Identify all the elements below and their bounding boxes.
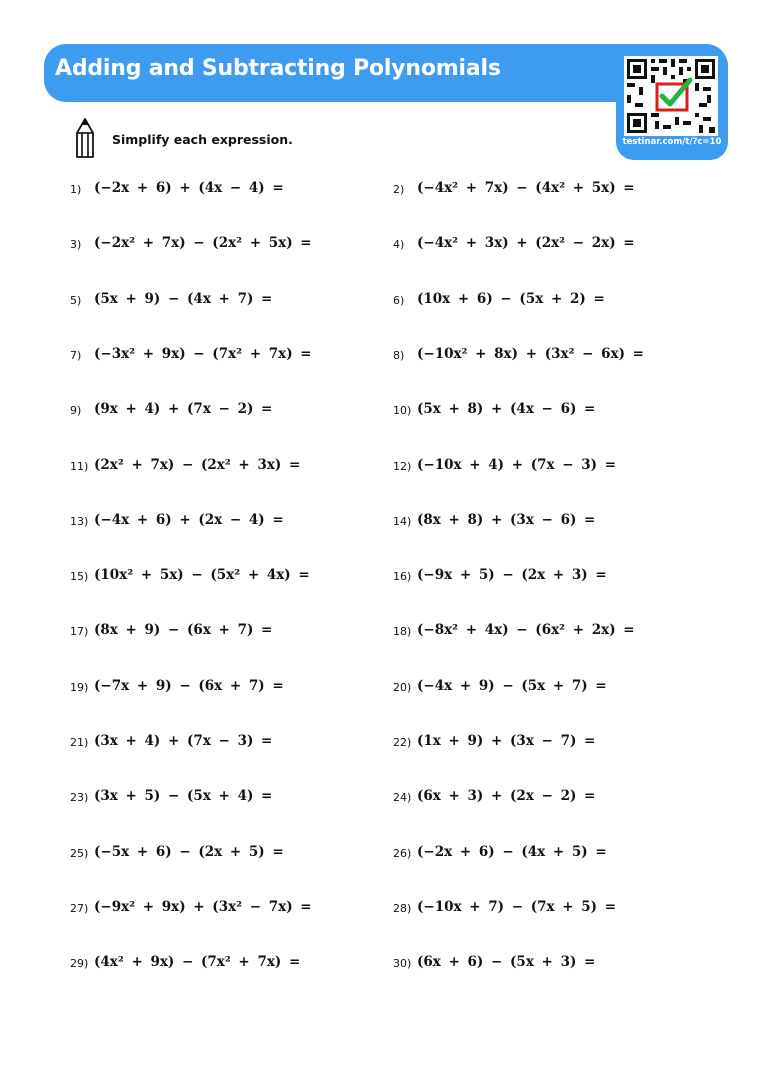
problem-number: 11): [70, 459, 89, 473]
problem-expression: (8x + 9) − (6x + 7) =: [94, 622, 273, 639]
problem-expression: (3x + 4) + (7x − 3) =: [94, 733, 273, 749]
problem-number: 15): [70, 570, 89, 584]
problem-expression: (−2x + 6) − (4x + 5) =: [417, 843, 607, 860]
problem-number: 4): [393, 238, 405, 252]
problem-expression: (9x + 4) + (7x − 2) =: [94, 401, 273, 418]
problem-number: 28): [393, 901, 412, 915]
problem-expression: (−2x² + 7x) − (2x² + 5x) =: [94, 235, 312, 252]
problem-number: 6): [393, 293, 405, 307]
problem-expression: (5x + 9) − (4x + 7) =: [94, 290, 273, 307]
problem-number: 19): [70, 680, 89, 694]
problem-expression: (3x + 5) − (5x + 4) =: [94, 788, 273, 805]
problem-number: 10): [393, 404, 412, 418]
page-title: Adding and Subtracting Polynomials: [55, 56, 501, 81]
problem-expression: (8x + 8) + (3x − 6) =: [417, 511, 596, 528]
problem-expression: (−4x + 9) − (5x + 7) =: [417, 677, 607, 694]
problem-expression: (10x² + 5x) − (5x² + 4x) =: [94, 567, 310, 584]
problem-number: 23): [70, 791, 89, 805]
problem-number: 13): [70, 514, 89, 528]
problem-number: 18): [393, 625, 412, 639]
problem-expression: (5x + 8) + (4x − 6) =: [417, 401, 596, 418]
qr-code-icon: [624, 56, 718, 136]
problem-number: 25): [70, 846, 89, 860]
problem-expression: (2x² + 7x) − (2x² + 3x) =: [94, 456, 301, 473]
problem-expression: (−2x + 6) + (4x − 4) =: [94, 180, 284, 196]
problem-number: 24): [393, 791, 412, 805]
problem-number: 22): [393, 736, 412, 749]
qr-code[interactable]: [624, 56, 718, 136]
problem-expression: (−4x² + 3x) + (2x² − 2x) =: [417, 235, 635, 252]
problem-number: 17): [70, 625, 89, 639]
problem-number: 2): [393, 183, 405, 196]
problem-number: 5): [70, 293, 82, 307]
problem-expression: (−3x² + 9x) − (7x² + 7x) =: [94, 345, 312, 362]
qr-code-url[interactable]: testinar.com/t/?c=10: [622, 137, 722, 147]
problem-number: 14): [393, 514, 412, 528]
problem-number: 9): [70, 404, 82, 418]
problem-expression: (−9x + 5) − (2x + 3) =: [417, 567, 607, 584]
problem-number: 21): [70, 736, 89, 749]
problem-number: 7): [70, 348, 82, 362]
problem-expression: (10x + 6) − (5x + 2) =: [417, 290, 605, 307]
problem-number: 16): [393, 570, 412, 584]
problem-expression: (−10x + 4) + (7x − 3) =: [417, 456, 617, 473]
problem-expression: (6x + 3) + (2x − 2) =: [417, 788, 596, 805]
problem-expression: (4x² + 9x) − (7x² + 7x) =: [94, 954, 301, 971]
problem-expression: (−9x² + 9x) + (3x² − 7x) =: [94, 898, 312, 915]
problem-number: 20): [393, 680, 412, 694]
problem-expression: (−4x + 6) + (2x − 4) =: [94, 511, 284, 528]
problem-expression: (−10x + 7) − (7x + 5) =: [417, 898, 617, 915]
problem-number: 1): [70, 183, 82, 196]
problem-expression: (−5x + 6) − (2x + 5) =: [94, 843, 284, 860]
problem-expression: (−7x + 9) − (6x + 7) =: [94, 677, 284, 694]
problem-expression: (−10x² + 8x) + (3x² − 6x) =: [417, 345, 644, 362]
problem-number: 12): [393, 459, 412, 473]
problem-expression: (−4x² + 7x) − (4x² + 5x) =: [417, 180, 635, 196]
pencil-icon: [74, 117, 96, 163]
problem-number: 29): [70, 957, 89, 971]
problem-expression: (6x + 6) − (5x + 3) =: [417, 954, 596, 971]
problem-number: 30): [393, 957, 412, 971]
problem-number: 26): [393, 846, 412, 860]
problem-expression: (−8x² + 4x) − (6x² + 2x) =: [417, 622, 635, 639]
problem-number: 3): [70, 238, 82, 252]
problem-number: 8): [393, 348, 405, 362]
problem-number: 27): [70, 901, 89, 915]
instructions: Simplify each expression.: [112, 132, 293, 147]
problem-expression: (1x + 9) + (3x − 7) =: [417, 733, 596, 749]
